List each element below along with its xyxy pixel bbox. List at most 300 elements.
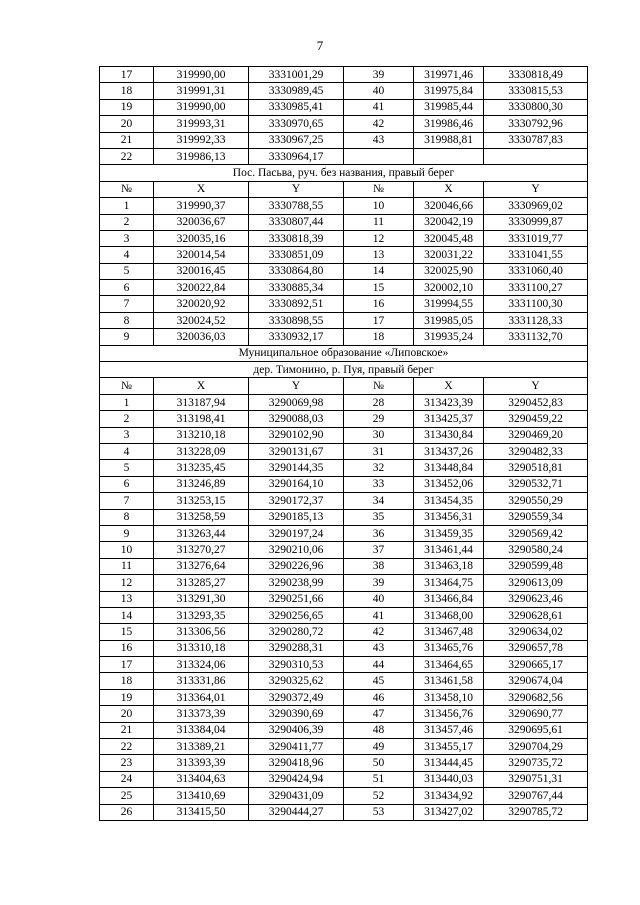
table-cell: X <box>154 181 249 197</box>
table-cell: 313437,26 <box>414 443 484 459</box>
table-cell: 10 <box>100 542 154 558</box>
table-cell: 313324,06 <box>154 657 249 673</box>
table-cell: 42 <box>344 116 414 132</box>
table-row <box>100 575 588 591</box>
table-cell: 9 <box>100 525 154 541</box>
table-cell: 313466,84 <box>414 591 484 607</box>
table-row <box>100 247 588 263</box>
table-row <box>100 607 588 623</box>
table-cell: 3290599,48 <box>484 558 588 574</box>
table-cell: 3290444,27 <box>249 804 344 820</box>
table-cell: 25 <box>100 788 154 804</box>
table-cell: 8 <box>100 312 154 328</box>
table-cell: 3330898,55 <box>249 312 344 328</box>
table-cell: 3330818,39 <box>249 230 344 246</box>
table-cell: 3 <box>100 230 154 246</box>
table-cell: 3 <box>100 427 154 443</box>
page-number: 7 <box>316 38 324 53</box>
table-row <box>100 296 588 312</box>
table-cell: 24 <box>100 771 154 787</box>
table-cell: 3290704,29 <box>484 739 588 755</box>
coordinates-table <box>99 66 588 821</box>
table-cell: № <box>100 181 154 197</box>
table-cell: 320002,10 <box>414 280 484 296</box>
table-cell: 21 <box>100 722 154 738</box>
table-cell: 3330787,83 <box>484 132 588 148</box>
table-cell: № <box>344 181 414 197</box>
table-cell: 313246,89 <box>154 476 249 492</box>
table-cell: 313276,64 <box>154 558 249 574</box>
table-header-row <box>100 378 588 394</box>
table-cell: 52 <box>344 788 414 804</box>
table-cell: 40 <box>344 83 414 99</box>
table-row <box>100 476 588 492</box>
table-cell: 8 <box>100 509 154 525</box>
table-cell: 3290767,44 <box>484 788 588 804</box>
table-cell: 319975,84 <box>414 83 484 99</box>
table-cell: 48 <box>344 722 414 738</box>
table-cell: 319990,00 <box>154 99 249 115</box>
table-cell: 17 <box>100 67 154 83</box>
table-cell: 3290131,67 <box>249 443 344 459</box>
table-cell: 313459,35 <box>414 525 484 541</box>
table-cell: 3290288,31 <box>249 640 344 656</box>
table-cell: 319990,37 <box>154 198 249 214</box>
table-row <box>100 427 588 443</box>
table-cell: Y <box>249 181 344 197</box>
table-cell: 32 <box>344 460 414 476</box>
table-cell: 3290172,37 <box>249 493 344 509</box>
table-cell: 313440,03 <box>414 771 484 787</box>
table-header-row <box>100 181 588 197</box>
table-cell: 3290569,42 <box>484 525 588 541</box>
section-title: дер. Тимонино, р. Пуя, правый берег <box>100 362 588 378</box>
table-cell: 3290069,98 <box>249 394 344 410</box>
table-cell: 41 <box>344 99 414 115</box>
table-cell: 313285,27 <box>154 575 249 591</box>
table-cell: 313455,17 <box>414 739 484 755</box>
table-cell: 313457,46 <box>414 722 484 738</box>
table-cell: 5 <box>100 460 154 476</box>
table-cell: 33 <box>344 476 414 492</box>
table-cell: 313461,44 <box>414 542 484 558</box>
table-cell: 3290406,39 <box>249 722 344 738</box>
table-cell: 3290559,34 <box>484 509 588 525</box>
table-cell: 11 <box>100 558 154 574</box>
table-cell: 3290185,13 <box>249 509 344 525</box>
table-cell: 313228,09 <box>154 443 249 459</box>
table-cell: 3330807,44 <box>249 214 344 230</box>
table-cell: № <box>344 378 414 394</box>
table-cell: 313410,69 <box>154 788 249 804</box>
table-cell: 5 <box>100 263 154 279</box>
table-cell: 320042,19 <box>414 214 484 230</box>
table-row <box>100 640 588 656</box>
table-cell: 4 <box>100 247 154 263</box>
table-cell: 12 <box>344 230 414 246</box>
table-cell: 19 <box>100 689 154 705</box>
table-cell: 313210,18 <box>154 427 249 443</box>
table-cell: 43 <box>344 132 414 148</box>
table-cell: 17 <box>100 657 154 673</box>
table-cell: 313427,02 <box>414 804 484 820</box>
table-cell: 19 <box>100 99 154 115</box>
table-cell: 10 <box>344 198 414 214</box>
table-cell: 313465,76 <box>414 640 484 656</box>
table-cell: 313253,15 <box>154 493 249 509</box>
table-cell: 3290532,71 <box>484 476 588 492</box>
table-cell: X <box>414 378 484 394</box>
table-cell: 3290210,06 <box>249 542 344 558</box>
table-row <box>100 230 588 246</box>
table-cell: 319986,13 <box>154 148 249 164</box>
table-cell: 320020,92 <box>154 296 249 312</box>
table-cell: 53 <box>344 804 414 820</box>
table-cell: 3290238,99 <box>249 575 344 591</box>
table-cell: 3290390,69 <box>249 706 344 722</box>
table-cell: 313331,86 <box>154 673 249 689</box>
table-row <box>100 525 588 541</box>
table-cell: 45 <box>344 673 414 689</box>
table-cell: 3290372,49 <box>249 689 344 705</box>
table-cell: 313467,48 <box>414 624 484 640</box>
table-cell: 313364,01 <box>154 689 249 705</box>
table-cell: 313235,45 <box>154 460 249 476</box>
table-row <box>100 657 588 673</box>
section-title-row <box>100 362 588 378</box>
table-cell: 313293,35 <box>154 607 249 623</box>
table-cell: 29 <box>344 411 414 427</box>
table-cell: № <box>100 378 154 394</box>
table-cell: 42 <box>344 624 414 640</box>
table-cell <box>414 148 484 164</box>
table-row <box>100 67 588 83</box>
table-cell: 3290550,29 <box>484 493 588 509</box>
table-row <box>100 280 588 296</box>
table-cell: 320031,22 <box>414 247 484 263</box>
table-cell: 319991,31 <box>154 83 249 99</box>
table-cell <box>344 148 414 164</box>
table-cell: 3290634,02 <box>484 624 588 640</box>
table-row <box>100 722 588 738</box>
table-cell: 50 <box>344 755 414 771</box>
table-cell: 313258,59 <box>154 509 249 525</box>
table-cell: 3290751,31 <box>484 771 588 787</box>
table-cell: 3330969,02 <box>484 198 588 214</box>
table-row <box>100 673 588 689</box>
table-cell: 313415,50 <box>154 804 249 820</box>
table-cell: 313423,39 <box>414 394 484 410</box>
table-row <box>100 771 588 787</box>
table-cell: 3290628,61 <box>484 607 588 623</box>
table-row <box>100 99 588 115</box>
table-row <box>100 460 588 476</box>
table-cell: Y <box>484 378 588 394</box>
table-cell: 26 <box>100 804 154 820</box>
table-cell: 3290424,94 <box>249 771 344 787</box>
table-cell: 313373,39 <box>154 706 249 722</box>
table-cell: 3290164,10 <box>249 476 344 492</box>
table-cell: 37 <box>344 542 414 558</box>
table-row <box>100 312 588 328</box>
table-cell: 3290325,62 <box>249 673 344 689</box>
table-cell: 22 <box>100 148 154 164</box>
table-cell: 3290735,72 <box>484 755 588 771</box>
table-cell: 3331100,27 <box>484 280 588 296</box>
table-cell: 3290144,35 <box>249 460 344 476</box>
table-cell: 3331128,33 <box>484 312 588 328</box>
table-row <box>100 689 588 705</box>
table-row <box>100 542 588 558</box>
table-cell: 7 <box>100 296 154 312</box>
table-cell: 319993,31 <box>154 116 249 132</box>
table-cell: 313389,21 <box>154 739 249 755</box>
table-cell: 319935,24 <box>414 329 484 345</box>
table-cell: 3290280,72 <box>249 624 344 640</box>
table-cell: 13 <box>344 247 414 263</box>
table-cell: 15 <box>100 624 154 640</box>
table-cell: 3330892,51 <box>249 296 344 312</box>
table-cell: 313454,35 <box>414 493 484 509</box>
table-cell: 3290102,90 <box>249 427 344 443</box>
table-cell: 20 <box>100 116 154 132</box>
municipality-title: Муниципальное образование «Липовское» <box>100 345 588 361</box>
table-row <box>100 624 588 640</box>
table-cell: 51 <box>344 771 414 787</box>
table-cell <box>484 148 588 164</box>
table-row <box>100 132 588 148</box>
table-cell: 3330932,17 <box>249 329 344 345</box>
table-cell: 35 <box>344 509 414 525</box>
table-cell: 313404,63 <box>154 771 249 787</box>
table-cell: 313198,41 <box>154 411 249 427</box>
table-cell: 313434,92 <box>414 788 484 804</box>
table-cell: 313458,10 <box>414 689 484 705</box>
table-cell: 313430,84 <box>414 427 484 443</box>
table-cell: Y <box>249 378 344 394</box>
table-cell: 320035,16 <box>154 230 249 246</box>
table-cell: 3330800,30 <box>484 99 588 115</box>
table-cell: 313187,94 <box>154 394 249 410</box>
table-cell: 3290226,96 <box>249 558 344 574</box>
table-cell: 313468,00 <box>414 607 484 623</box>
table-cell: 319992,33 <box>154 132 249 148</box>
table-cell: 4 <box>100 443 154 459</box>
table-cell: 3330815,53 <box>484 83 588 99</box>
table-cell: 3290431,09 <box>249 788 344 804</box>
table-cell: 313464,75 <box>414 575 484 591</box>
table-cell: Y <box>484 181 588 197</box>
table-cell: 320016,45 <box>154 263 249 279</box>
table-cell: 18 <box>344 329 414 345</box>
table-row <box>100 558 588 574</box>
table-cell: 11 <box>344 214 414 230</box>
table-cell: 3290690,77 <box>484 706 588 722</box>
table-cell: 313456,31 <box>414 509 484 525</box>
table-row <box>100 198 588 214</box>
table-cell: 28 <box>344 394 414 410</box>
table-cell: 313448,84 <box>414 460 484 476</box>
table-cell: 39 <box>344 575 414 591</box>
table-cell: 3331060,40 <box>484 263 588 279</box>
table-row <box>100 706 588 722</box>
table-cell: 313306,56 <box>154 624 249 640</box>
table-cell: 3331001,29 <box>249 67 344 83</box>
table-cell: 3290674,04 <box>484 673 588 689</box>
table-cell: 39 <box>344 67 414 83</box>
table-cell: 3290482,33 <box>484 443 588 459</box>
table-row <box>100 394 588 410</box>
table-row <box>100 804 588 820</box>
table-cell: 1 <box>100 198 154 214</box>
table-cell: 2 <box>100 214 154 230</box>
table-cell: 6 <box>100 280 154 296</box>
table-row <box>100 83 588 99</box>
table-cell: 41 <box>344 607 414 623</box>
table-cell: 320025,90 <box>414 263 484 279</box>
table-cell: 313270,27 <box>154 542 249 558</box>
table-cell: 16 <box>344 296 414 312</box>
table-cell: 31 <box>344 443 414 459</box>
table-cell: 3330864,80 <box>249 263 344 279</box>
table-row <box>100 148 588 164</box>
table-row <box>100 411 588 427</box>
table-cell: 320014,54 <box>154 247 249 263</box>
municipality-title-row <box>100 345 588 361</box>
table-cell: 2 <box>100 411 154 427</box>
section-title-row <box>100 165 588 181</box>
table-cell: X <box>154 378 249 394</box>
table-cell: 17 <box>344 312 414 328</box>
table-cell: 3290088,03 <box>249 411 344 427</box>
table-cell: 3290623,46 <box>484 591 588 607</box>
table-cell: 313263,44 <box>154 525 249 541</box>
table-row <box>100 788 588 804</box>
table-cell: 3290310,53 <box>249 657 344 673</box>
table-cell: 49 <box>344 739 414 755</box>
table-cell: 313464,65 <box>414 657 484 673</box>
table-cell: 3290580,24 <box>484 542 588 558</box>
table-cell: 313310,18 <box>154 640 249 656</box>
table-cell: 18 <box>100 673 154 689</box>
table-cell: 14 <box>344 263 414 279</box>
table-cell: 12 <box>100 575 154 591</box>
table-row <box>100 329 588 345</box>
table-cell: 3290256,65 <box>249 607 344 623</box>
table-row <box>100 443 588 459</box>
table-cell: 3290657,78 <box>484 640 588 656</box>
table-cell: 3290459,22 <box>484 411 588 427</box>
table-cell: 22 <box>100 739 154 755</box>
table-cell: 313425,37 <box>414 411 484 427</box>
table-cell: 15 <box>344 280 414 296</box>
table-cell: 319986,46 <box>414 116 484 132</box>
table-cell: 3290695,61 <box>484 722 588 738</box>
table-cell: 313384,04 <box>154 722 249 738</box>
table-cell: 44 <box>344 657 414 673</box>
coordinates-table-body <box>100 67 588 821</box>
table-cell: 320036,67 <box>154 214 249 230</box>
table-cell: 313452,06 <box>414 476 484 492</box>
table-cell: 320036,03 <box>154 329 249 345</box>
table-cell: X <box>414 181 484 197</box>
table-cell: 23 <box>100 755 154 771</box>
table-cell: 3330851,09 <box>249 247 344 263</box>
table-row <box>100 591 588 607</box>
table-row <box>100 263 588 279</box>
table-cell: 3290197,24 <box>249 525 344 541</box>
table-cell: 34 <box>344 493 414 509</box>
table-cell: 313463,18 <box>414 558 484 574</box>
table-row <box>100 509 588 525</box>
table-cell: 3331019,77 <box>484 230 588 246</box>
table-cell: 3290682,56 <box>484 689 588 705</box>
table-cell: 319994,55 <box>414 296 484 312</box>
table-cell: 30 <box>344 427 414 443</box>
table-cell: 3290411,77 <box>249 739 344 755</box>
table-row <box>100 739 588 755</box>
table-cell: 313444,45 <box>414 755 484 771</box>
table-row <box>100 116 588 132</box>
table-cell: 3290785,72 <box>484 804 588 820</box>
table-cell: 9 <box>100 329 154 345</box>
table-cell: 47 <box>344 706 414 722</box>
table-cell: 14 <box>100 607 154 623</box>
table-cell: 3290613,09 <box>484 575 588 591</box>
table-cell: 6 <box>100 476 154 492</box>
table-cell: 3331041,55 <box>484 247 588 263</box>
table-cell: 320024,52 <box>154 312 249 328</box>
table-cell: 43 <box>344 640 414 656</box>
table-cell: 3290665,17 <box>484 657 588 673</box>
table-cell: 3331132,70 <box>484 329 588 345</box>
table-cell: 46 <box>344 689 414 705</box>
table-row <box>100 493 588 509</box>
table-cell: 3330788,55 <box>249 198 344 214</box>
table-row <box>100 755 588 771</box>
table-cell: 319990,00 <box>154 67 249 83</box>
table-cell: 320022,84 <box>154 280 249 296</box>
table-cell: 36 <box>344 525 414 541</box>
table-cell: 3330989,45 <box>249 83 344 99</box>
table-cell: 319985,44 <box>414 99 484 115</box>
table-cell: 313461,58 <box>414 673 484 689</box>
table-cell: 319988,81 <box>414 132 484 148</box>
table-cell: 3330885,34 <box>249 280 344 296</box>
table-cell: 1 <box>100 394 154 410</box>
table-cell: 313291,30 <box>154 591 249 607</box>
table-cell: 40 <box>344 591 414 607</box>
table-cell: 319971,46 <box>414 67 484 83</box>
table-cell: 3330970,65 <box>249 116 344 132</box>
table-cell: 313456,76 <box>414 706 484 722</box>
table-cell: 3330792,96 <box>484 116 588 132</box>
table-cell: 3330964,17 <box>249 148 344 164</box>
table-cell: 3290418,96 <box>249 755 344 771</box>
table-cell: 319985,05 <box>414 312 484 328</box>
table-cell: 320046,66 <box>414 198 484 214</box>
table-cell: 3290469,20 <box>484 427 588 443</box>
table-cell: 313393,39 <box>154 755 249 771</box>
table-cell: 21 <box>100 132 154 148</box>
table-cell: 7 <box>100 493 154 509</box>
table-cell: 3330985,41 <box>249 99 344 115</box>
table-cell: 3330967,25 <box>249 132 344 148</box>
table-row <box>100 214 588 230</box>
table-cell: 38 <box>344 558 414 574</box>
table-cell: 20 <box>100 706 154 722</box>
table-cell: 16 <box>100 640 154 656</box>
